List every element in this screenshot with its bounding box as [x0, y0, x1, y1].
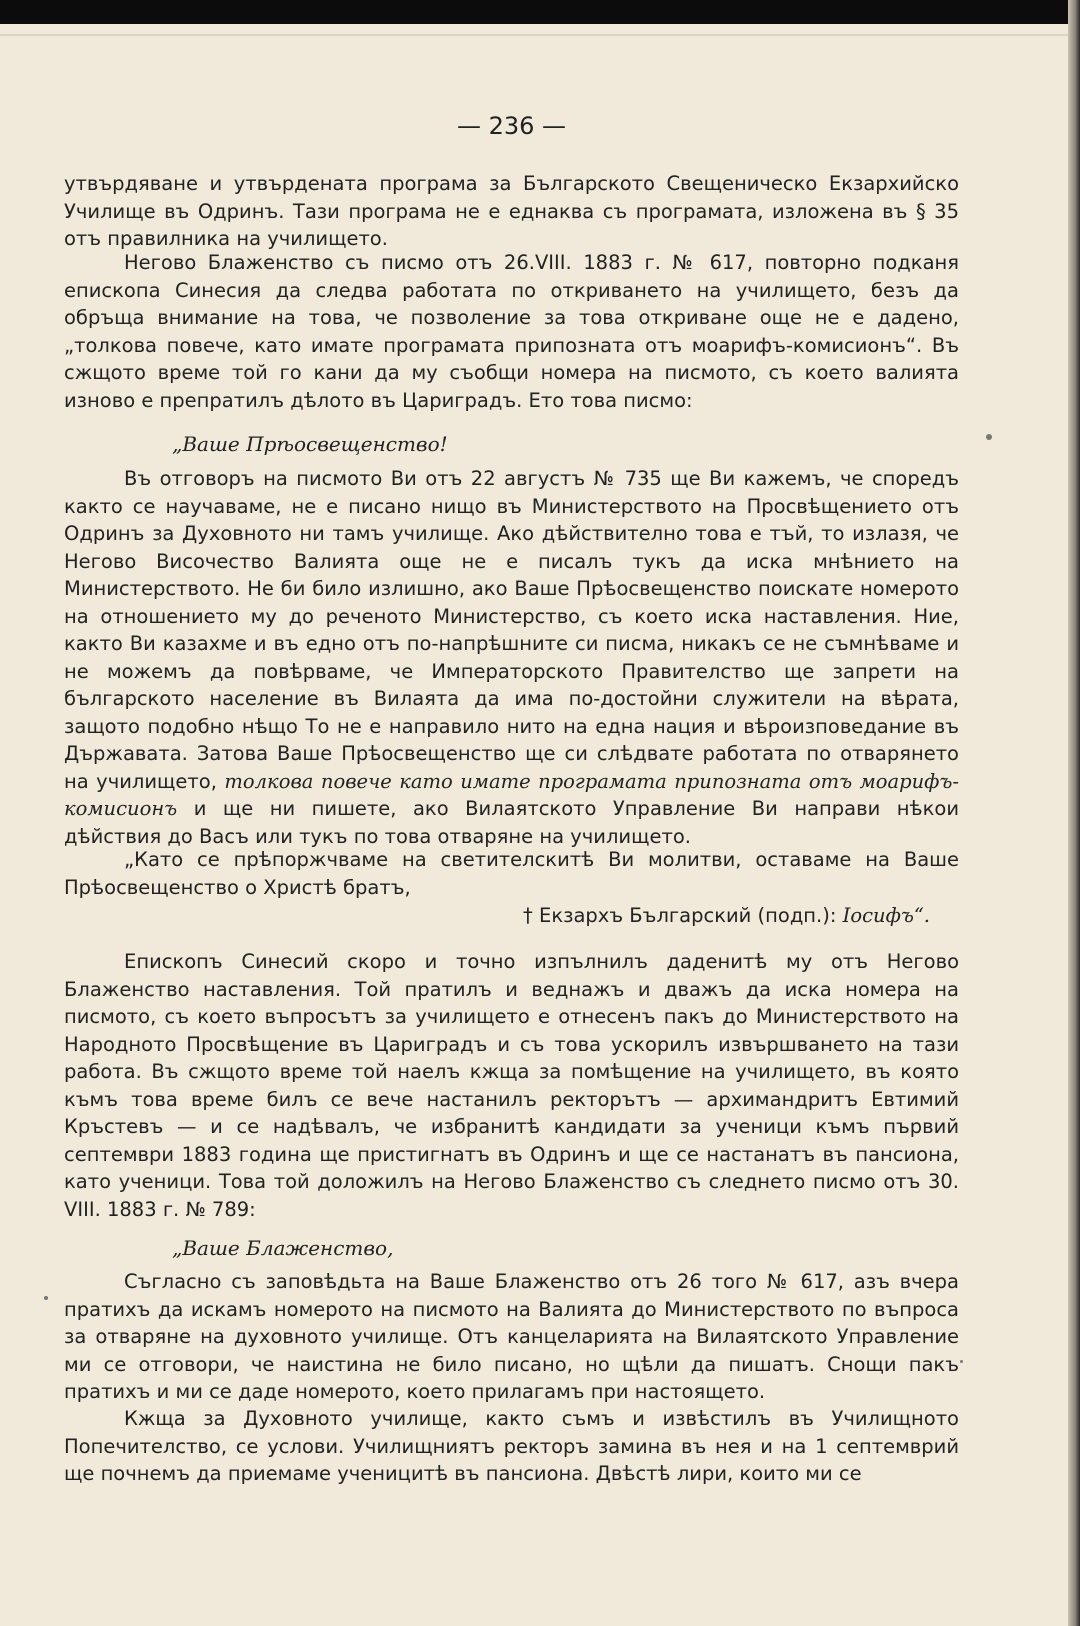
letter-1-closing: „Като се прѣпоржчваме на светителскитѣ Ви молитви, оставаме на Ваше Прѣосвещенство о Христѣ братъ,: [64, 848, 959, 899]
signature-line: [64, 902, 930, 929]
letter-1-text-a: Въ отговоръ на писмото Ви отъ 22 августъ № 735 ще Ви кажемъ, че споредъ както се научаваме, не е писано нищо въ Министерството на Просвѣщението отъ Одринъ за Духовното ни тамъ училище. Ако дѣйствително това е тъй, то излазя, че Негово Височество Валията още не е писалъ тукъ да иска мнѣнието на Министерството. Не би било излишно, ако Ваше Прѣосвещенство поискате номерото на отношението му до реченото Министерство, съ което иска наставления. Ние, както Ви казахме и въ едно отъ по-напрѣшните си писма, никакъ се не съмнѣваме и не можемъ да повѣрваме, че Императорското Правителство ще запрети на българското население въ Вилаята да има по-достойни служители на вѣрата, защото подобно нѣщо То не е направило нито на една нация и вѣроизповедание въ Държавата. Затова Ваше Прѣосвещенство ще си слѣдвате работата по отварянето на училището,: [64, 467, 959, 793]
page-fold-line: [0, 34, 1068, 36]
signature-name: Іосифъ“.: [842, 904, 930, 927]
page-number: — 236 —: [456, 112, 567, 140]
signature-prefix: † Екзархъ Българский (подп.):: [523, 904, 843, 927]
paragraph-5: Епископъ Синесий скоро и точно изпълнилъ даденитѣ му отъ Негово Блаженство наставления. Той пратилъ и веднажъ и дважъ да иска номера на писмото, съ което въпросътъ за училището е отнесенъ пакъ до Министерството на Народното Просвѣщение въ Цариградъ и съ това ускорилъ извършването на тази работа. Въ сжщото време той наелъ кжща за помѣщение на училището, въ която къмъ това време билъ се вече настанилъ ректорътъ — архимандритъ Евтимий Кръстевъ — и се надѣвалъ, че избранитѣ кандидати за ученици къмъ първий септември 1883 година ще пристигнатъ въ Одринъ и ще се настанатъ въ пансиона, като ученици. Това той доложилъ на Негово Блаженство съ следнето писмо отъ 30. VIII. 1883 г. № 789:: [64, 950, 959, 1221]
paragraph-2: Негово Блаженство съ писмо отъ 26.VIII. 1883 г. № 617, повторно подканя епископа Синесия да следва работата по откриването на училището, безъ да обръща внимание на това, че позволение за това откриване още не е дадено, „толкова повече, като имате програмата припозната отъ моарифъ-комисионъ“. Въ сжщото време той го кани да му съобщи номера на писмото, съ което валията изново е препратилъ дѣлото въ Цариградъ. Ето това писмо:: [64, 251, 959, 412]
letter-2-continuation: Кжща за Духовното училище, както съмъ и извѣстилъ въ Училищното Попечителство, се услови. Училищниятъ ректоръ замина въ нея и на 1 септемврий ще почнемъ да приемаме ученицитѣ въ пансиона. Двѣстѣ лири, които ми се: [64, 1407, 959, 1485]
speck-mark: [44, 1296, 48, 1300]
scan-top-border: [0, 0, 1080, 24]
letter-1-text-b: и ще ни пишете, ако Вилаятското Управление Ви направи нѣкои дѣйствия до Васъ или тукъ по това отваряне на училището.: [64, 797, 959, 848]
letter-2-body: Съгласно съ заповѣдьта на Ваше Блаженство отъ 26 того № 617, азъ вчера пратихъ да искамъ номерото на писмото на Валията до Министерството по въпроса за отваряне на духовното училище. Отъ канцеларията на Вилаятското Управление ми се отговори, че наистина не било писано, но щѣли да пишатъ. Снощи пакъ пратихъ и ми се даде номерото, което прилагамъ при настоящето.: [64, 1270, 959, 1403]
speck-mark: [960, 1360, 963, 1363]
letter-1-body: [64, 465, 959, 850]
speck-mark: [986, 434, 992, 440]
letter-1-italic-quote: толкова повече като имате програмата припозната отъ моарифъ-комисионъ: [64, 769, 959, 820]
salutation-2: „Ваше Блаженство,: [172, 1236, 394, 1260]
scan-right-edge: [1068, 0, 1080, 1626]
salutation-1: „Ваше Прѣосвещенство!: [172, 432, 448, 456]
paragraph-1: утвърдяване и утвърдената програма за Българското Свещеническо Екзархийско Училище въ Одринъ. Тази програма не е еднаква съ програмата, изложена въ § 35 отъ правилника на училището.: [64, 172, 959, 250]
